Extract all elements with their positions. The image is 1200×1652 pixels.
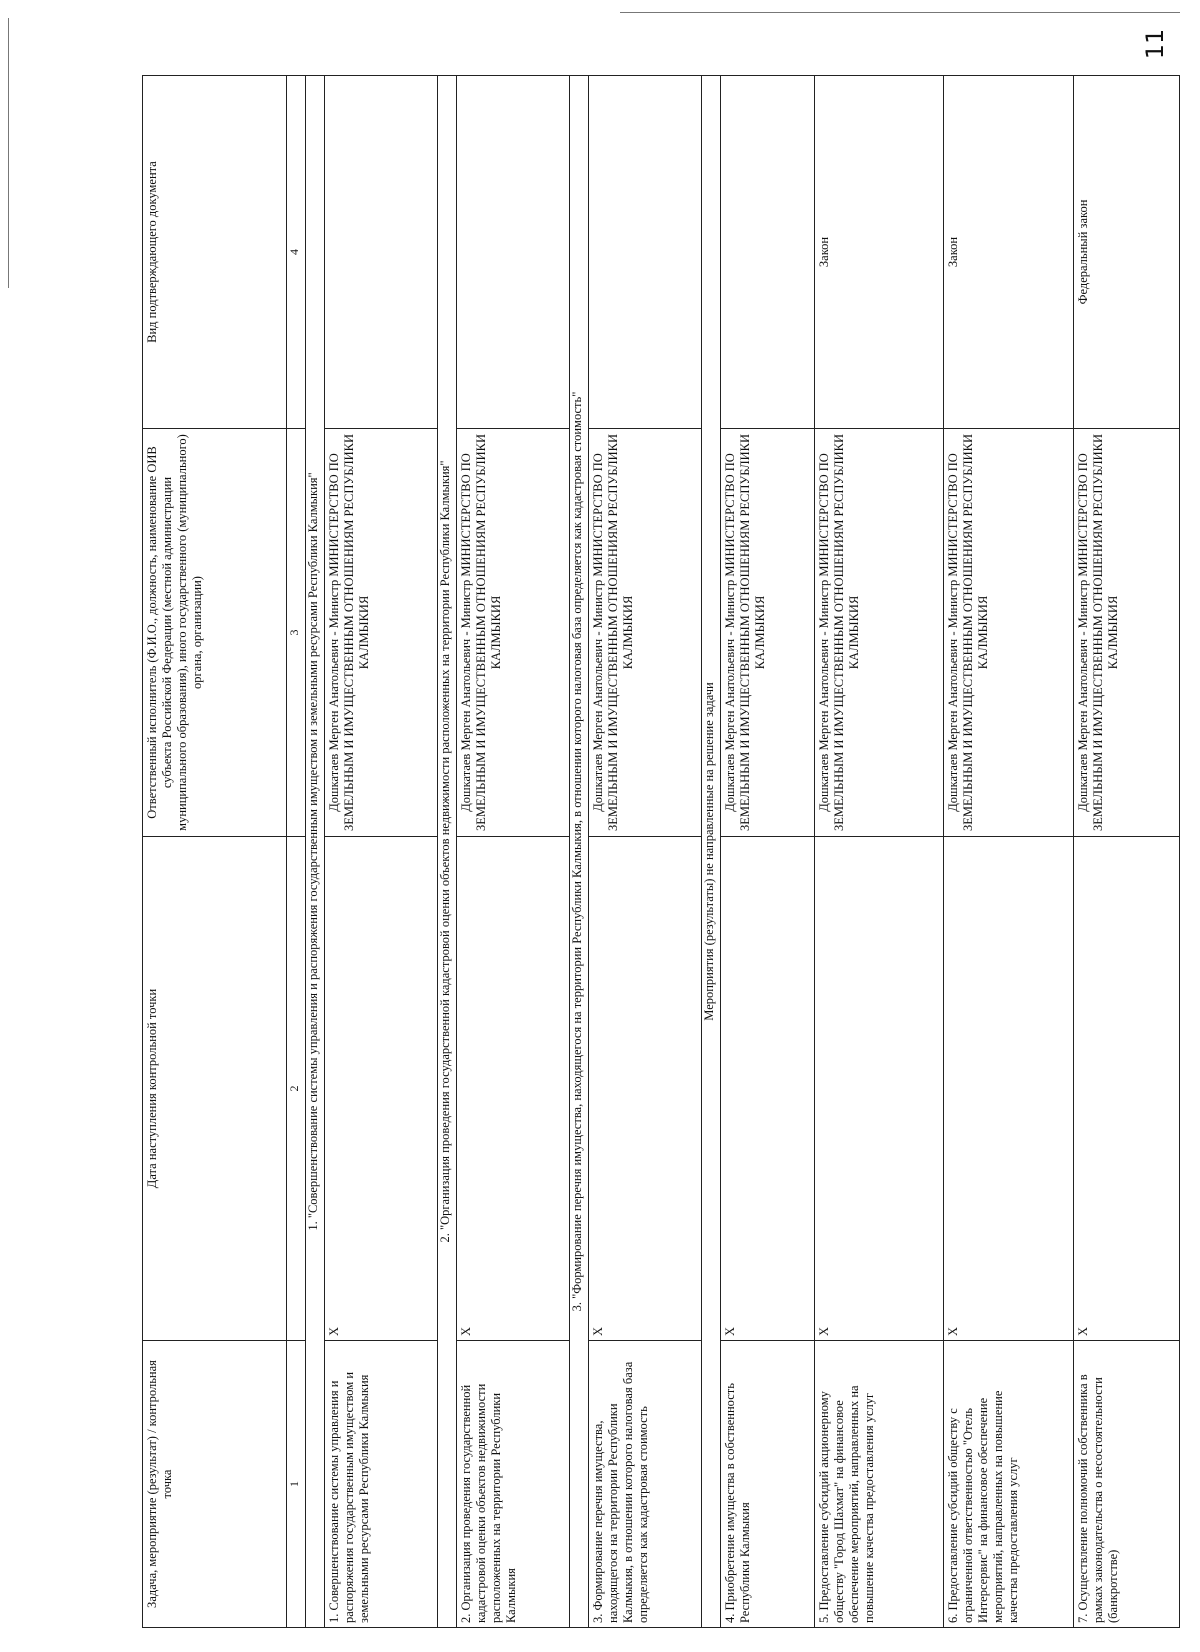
table-row bbox=[589, 76, 702, 1628]
table-row bbox=[456, 76, 569, 1628]
date-cell: X bbox=[1074, 837, 1180, 1341]
responsible-cell: Дошкатаев Мерген Анатольевич - Министр МИНИСТЕРСТВО ПО ЗЕМЕЛЬНЫМ И ИМУЩЕСТВЕННЫМ ОТНОШЕНИЯМ РЕСПУБЛИКИ КАЛМЫКИЯ bbox=[814, 429, 944, 837]
document-cell bbox=[589, 76, 702, 429]
document-cell bbox=[456, 76, 569, 429]
responsible-cell: Дошкатаев Мерген Анатольевич - Министр МИНИСТЕРСТВО ПО ЗЕМЕЛЬНЫМ И ИМУЩЕСТВЕННЫМ ОТНОШЕНИЯМ РЕСПУБЛИКИ КАЛМЫКИЯ bbox=[324, 429, 437, 837]
table-row bbox=[1074, 76, 1180, 1628]
date-cell: X bbox=[721, 837, 815, 1341]
section-row bbox=[305, 76, 324, 1628]
rotated-table-container bbox=[142, 76, 1180, 1628]
date-cell: X bbox=[456, 837, 569, 1341]
document-cell bbox=[324, 76, 437, 429]
table-header-row bbox=[143, 76, 287, 1628]
document-cell: Закон bbox=[814, 76, 944, 429]
scan-edge-line-top bbox=[620, 12, 1180, 13]
responsible-cell: Дошкатаев Мерген Анатольевич - Министр МИНИСТЕРСТВО ПО ЗЕМЕЛЬНЫМ И ИМУЩЕСТВЕННЫМ ОТНОШЕНИЯМ РЕСПУБЛИКИ КАЛМЫКИЯ bbox=[456, 429, 569, 837]
document-cell bbox=[721, 76, 815, 429]
task-cell: 2. Организация проведения государственной кадастровой оценки объектов недвижимости расположенных на территории Республики Калмыкия bbox=[456, 1341, 569, 1628]
table-row bbox=[324, 76, 437, 1628]
column-number: 2 bbox=[287, 837, 305, 1341]
task-cell: 5. Предоставление субсидий акционерному обществу "Город Шахмат" на финансовое обеспечение мероприятий, направленных на повышение качества предоставления услуг bbox=[814, 1341, 944, 1628]
section-row bbox=[437, 76, 456, 1628]
task-cell: 7. Осуществление полномочий собственника в рамках законодательства о несостоятельности (банкротстве) bbox=[1074, 1341, 1180, 1628]
section-title: 3. "Формирование перечня имущества, находящегося на территории Республики Калмыкия, в отношении которого налоговая база определяется как кадастровая стоимость" bbox=[569, 76, 588, 1628]
task-cell: 3. Формирование перечня имущества, находящегося на территории Республики Калмыкия, в отношении которого налоговая база определяется как кадастровая стоимость bbox=[589, 1341, 702, 1628]
control-points-table bbox=[142, 75, 1180, 1628]
task-cell: 4. Приобретение имущества в собственность Республики Калмыкия bbox=[721, 1341, 815, 1628]
date-cell: X bbox=[589, 837, 702, 1341]
section-title: 2. "Организация проведения государственной кадастровой оценки объектов недвижимости расположенных на территории Республики Калмыкия" bbox=[437, 76, 456, 1628]
section-title: Мероприятия (результаты) не направленные на решение задачи bbox=[701, 76, 720, 1628]
date-cell: X bbox=[324, 837, 437, 1341]
date-cell: X bbox=[814, 837, 944, 1341]
responsible-cell: Дошкатаев Мерген Анатольевич - Министр МИНИСТЕРСТВО ПО ЗЕМЕЛЬНЫМ И ИМУЩЕСТВЕННЫМ ОТНОШЕНИЯМ РЕСПУБЛИКИ КАЛМЫКИЯ bbox=[721, 429, 815, 837]
column-number: 3 bbox=[287, 429, 305, 837]
responsible-cell: Дошкатаев Мерген Анатольевич - Министр МИНИСТЕРСТВО ПО ЗЕМЕЛЬНЫМ И ИМУЩЕСТВЕННЫМ ОТНОШЕНИЯМ РЕСПУБЛИКИ КАЛМЫКИЯ bbox=[589, 429, 702, 837]
section-title: 1. "Совершенствование системы управления и распоряжения государственным имуществом и земельными ресурсами Республики Калмыкия" bbox=[305, 76, 324, 1628]
column-numbers-row bbox=[287, 76, 305, 1628]
header-date: Дата наступления контрольной точки bbox=[143, 837, 287, 1341]
task-cell: 1. Совершенствование системы управления и распоряжения государственным имуществом и земельными ресурсами Республики Калмыкия bbox=[324, 1341, 437, 1628]
column-number: 4 bbox=[287, 76, 305, 429]
header-task: Задача, мероприятие (результат) / контрольная точка bbox=[143, 1341, 287, 1628]
date-cell: X bbox=[944, 837, 1074, 1341]
header-responsible: Ответственный исполнитель (Ф.И.О., должность, наименование ОИВ субъекта Российской Федерации (местной администрации муниципального образования), иного государственного (муниципального) органа, организации) bbox=[143, 429, 287, 837]
section-row bbox=[569, 76, 588, 1628]
responsible-cell: Дошкатаев Мерген Анатольевич - Министр МИНИСТЕРСТВО ПО ЗЕМЕЛЬНЫМ И ИМУЩЕСТВЕННЫМ ОТНОШЕНИЯМ РЕСПУБЛИКИ КАЛМЫКИЯ bbox=[1074, 429, 1180, 837]
scan-edge-line-left bbox=[8, 18, 9, 288]
table-row bbox=[721, 76, 815, 1628]
column-number: 1 bbox=[287, 1341, 305, 1628]
header-document: Вид подтверждающего документа bbox=[143, 76, 287, 429]
table-row bbox=[814, 76, 944, 1628]
section-row bbox=[701, 76, 720, 1628]
responsible-cell: Дошкатаев Мерген Анатольевич - Министр МИНИСТЕРСТВО ПО ЗЕМЕЛЬНЫМ И ИМУЩЕСТВЕННЫМ ОТНОШЕНИЯМ РЕСПУБЛИКИ КАЛМЫКИЯ bbox=[944, 429, 1074, 837]
document-cell: Закон bbox=[944, 76, 1074, 429]
document-cell: Федеральный закон bbox=[1074, 76, 1180, 429]
task-cell: 6. Предоставление субсидий обществу с ограниченной ответственностью "Отель Интерсервис" на финансовое обеспечение мероприятий, направленных на повышение качества предоставления услуг bbox=[944, 1341, 1074, 1628]
table-row bbox=[944, 76, 1074, 1628]
page-number: 11 bbox=[1141, 28, 1169, 60]
